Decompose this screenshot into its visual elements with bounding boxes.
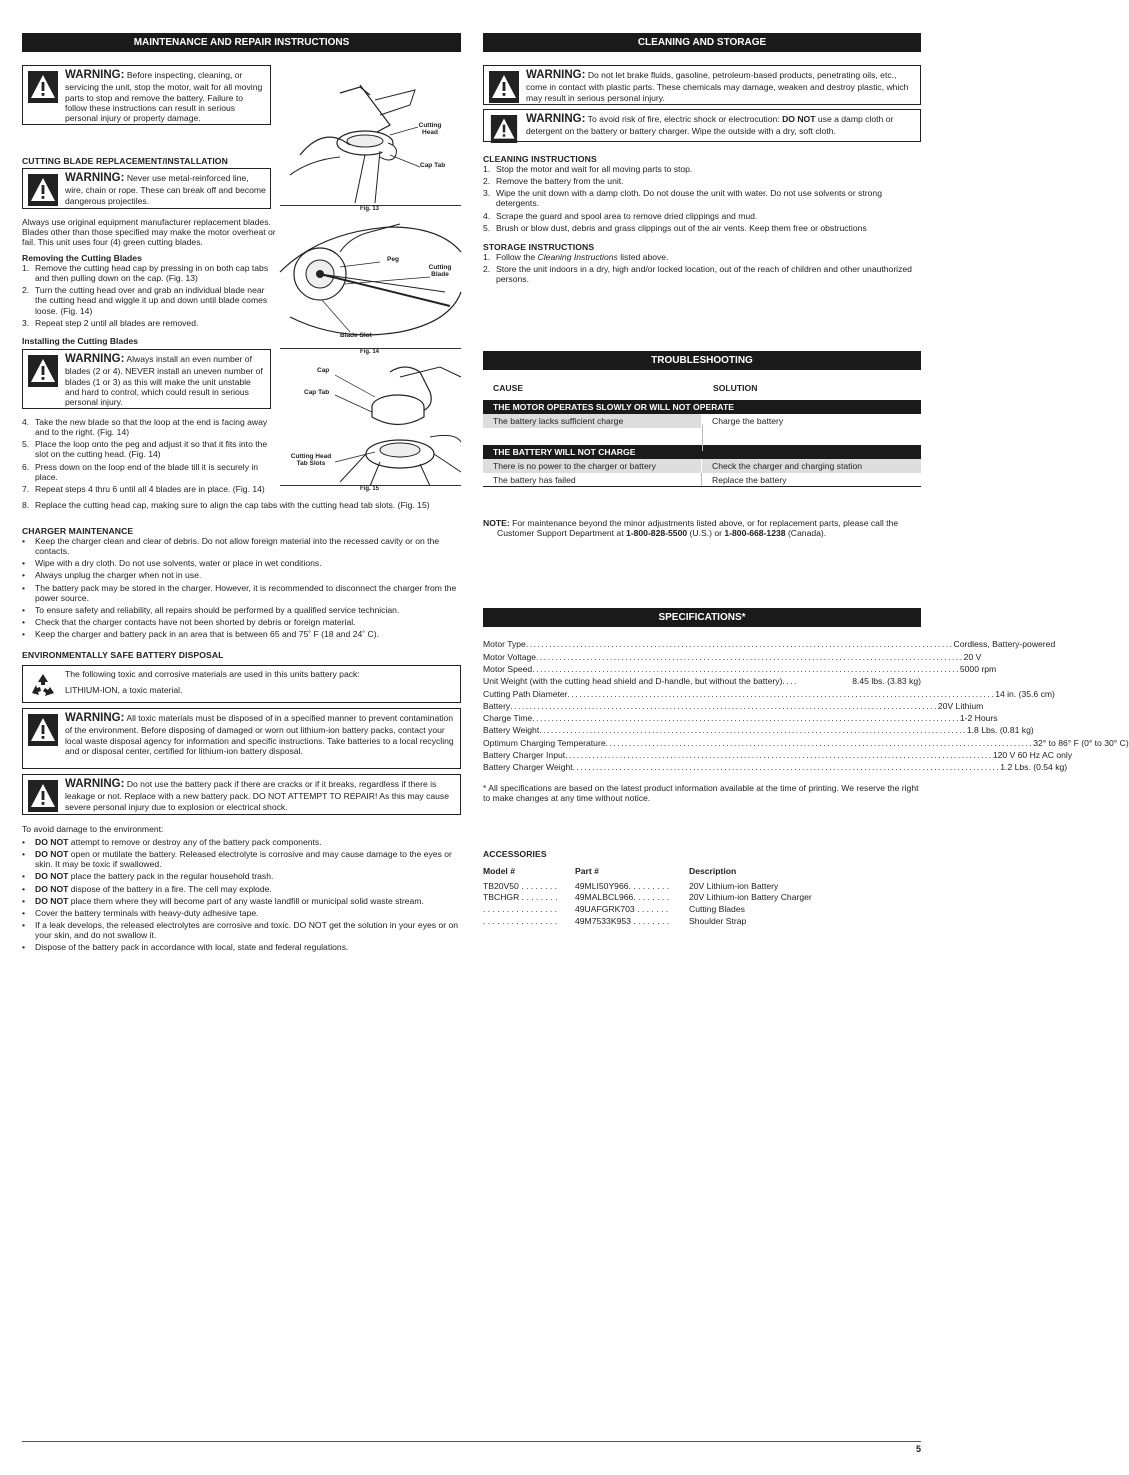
list-item: 4. Scrape the guard and spool area to remove dried clippings and mud. bbox=[483, 210, 758, 221]
footer-rule bbox=[22, 1441, 921, 1442]
spec-row: Charge Time .............................................................................................................. 1-2 Hours bbox=[483, 713, 998, 724]
warning-text: Do not use the battery pack if there are cracks or if it breaks, regardless if there is leakage or not. Replace with a new battery pack. DO NOT ATTEMPT TO REPAIR! As this may cause severe personal injury due to explosion or electrical shock. bbox=[65, 779, 450, 812]
recycle-line-2: LITHIUM-ION, a toxic material. bbox=[65, 685, 183, 696]
accessories-table bbox=[483, 864, 921, 927]
accessory-row: TBCHGR . . . . . . . . 49MALBCL966. . . . . . . . 20V Lithium-ion Battery Charger bbox=[483, 892, 812, 903]
warning-icon bbox=[26, 172, 60, 205]
list-item: • Wipe with a dry cloth. Do not use solvents, water or place in wet conditions. bbox=[22, 558, 322, 569]
removing-list bbox=[22, 261, 274, 330]
list-item: • Keep the charger and battery pack in an area that is between 65 and 75˚ F (18 and 24˚ C). bbox=[22, 629, 379, 640]
list-item: • If a leak develops, the released electrolytes are corrosive and toxic. DO NOT get the solution in your eyes or on your skin, and do not swallow it. bbox=[22, 919, 459, 941]
warning-box-inspect bbox=[22, 65, 271, 125]
warning-icon bbox=[26, 712, 60, 765]
spec-row: Motor Voltage .............................................................................................................. 20 V bbox=[483, 651, 982, 662]
disposal-title: ENVIRONMENTALLY SAFE BATTERY DISPOSAL bbox=[22, 650, 224, 660]
list-item: • DO NOT open or mutilate the battery. Released electrolyte is corrosive and may cause damage to the eyes or skin. It may be toxic if swallowed. bbox=[22, 849, 452, 870]
list-item: 1. Follow the Cleaning Instructions listed above. bbox=[483, 252, 669, 262]
warning-text: Never use metal-reinforced line, wire, chain or rope. These can break off and become dangerous projectiles. bbox=[65, 173, 266, 206]
warning-box-toxic bbox=[22, 708, 461, 769]
charger-title: CHARGER MAINTENANCE bbox=[22, 526, 134, 536]
label-cap-tab: Cap Tab bbox=[420, 162, 446, 169]
spec-row: Motor Type .............................................................................................................. Cordless, Battery-powered bbox=[483, 639, 1056, 650]
list-item: • Dispose of the battery pack in accordance with local, state and federal regulations. bbox=[22, 942, 349, 953]
warning-label: WARNING: bbox=[65, 712, 125, 724]
label-blade-slot: Blade Slot bbox=[340, 332, 372, 339]
warning-icon bbox=[26, 353, 60, 405]
solution-cell: Replace the battery bbox=[712, 475, 787, 485]
figure-13 bbox=[280, 85, 461, 212]
list-item: • DO NOT place them where they will become part of any waste landfill or municipal solid waste stream. bbox=[22, 895, 424, 906]
warning-icon bbox=[26, 69, 60, 121]
warning-label: WARNING: bbox=[526, 113, 586, 125]
list-item: 6. Press down on the loop end of the blade till it is securely in place. bbox=[22, 461, 259, 482]
accessories-title: ACCESSORIES bbox=[483, 849, 547, 859]
label-tab-slots: Cutting Head Tab Slots bbox=[290, 453, 332, 467]
cause-cell: The battery lacks sufficient charge bbox=[483, 414, 702, 428]
warning-box-cracked-battery bbox=[22, 774, 461, 815]
col-solution: SOLUTION bbox=[713, 383, 758, 393]
cause-cell: The battery has failed bbox=[483, 473, 702, 486]
spec-row: Cutting Path Diameter .............................................................................................................. 14 in. (35.6 cm) bbox=[483, 688, 1055, 699]
list-item: • To ensure safety and reliability, all repairs should be performed by a qualified service technician. bbox=[22, 604, 400, 615]
recycle-info-box bbox=[22, 665, 461, 703]
spec-row: Battery Charger Weight .............................................................................................................. 1.2 Lbs. (0.54 kg) bbox=[483, 762, 1068, 773]
warning-icon bbox=[26, 778, 60, 811]
list-item: 4. Take the new blade so that the loop at the end is facing away and to the right. (Fig. 14) bbox=[22, 417, 268, 438]
label-cutting-head: Cutting Head bbox=[418, 122, 442, 136]
cleaning-list bbox=[483, 162, 921, 235]
troubleshooting-table bbox=[483, 379, 921, 487]
label-cap-tab: Cap Tab bbox=[304, 389, 330, 396]
list-item: 3. Wipe the unit down with a damp cloth. Do not douse the unit with water. Do not use solvents or strong detergents. bbox=[483, 188, 882, 209]
warning-text: Always install an even number of blades (2 or 4). NEVER install an uneven number of blades (1 or 3) as this will make the unit unstable and hard to control, which could result in serious personal injury. bbox=[65, 354, 263, 407]
specifications-list bbox=[483, 637, 1129, 775]
warning-box-metal-line bbox=[22, 168, 271, 209]
cleaning-title: CLEANING INSTRUCTIONS bbox=[483, 154, 597, 164]
env-list bbox=[22, 835, 460, 954]
fig15-caption: Fig. 15 bbox=[359, 485, 379, 492]
list-item: 3. Repeat step 2 until all blades are removed. bbox=[22, 317, 199, 328]
installing-title: Installing the Cutting Blades bbox=[22, 336, 139, 346]
spec-row: Motor Speed .............................................................................................................. 5000 rpm bbox=[483, 663, 997, 674]
charger-list bbox=[22, 534, 460, 641]
recycle-icon bbox=[26, 669, 60, 699]
accessories-header-row: Model # Part # Description bbox=[483, 865, 737, 876]
list-item: • DO NOT attempt to remove or destroy any of the battery pack components. bbox=[22, 837, 322, 847]
solution-cell: Check the charger and charging station bbox=[712, 461, 863, 471]
spec-row: Battery Weight .............................................................................................................. 1.8 Lbs. (0.81 kg) bbox=[483, 725, 1034, 736]
warning-label: WARNING: bbox=[65, 172, 125, 184]
env-intro: To avoid damage to the environment: bbox=[22, 824, 164, 834]
list-item: • Check that the charger contacts have not been shorted by debris or foreign material. bbox=[22, 616, 356, 627]
left-column bbox=[22, 33, 461, 1232]
warning-text: All toxic materials must be disposed of in a specified manner to prevent contamination of the environment. Before disposing of damaged or worn out lithium-ion battery packs, contact your local waste disposal agency for information and specific instructions. Take batteries to a local recycling and or disposal center, certified for lithium-ion battery disposal. bbox=[65, 713, 454, 756]
list-item: • DO NOT place the battery pack in the regular household trash. bbox=[22, 871, 274, 882]
warning-box-even-blades bbox=[22, 349, 271, 409]
fig14-caption: Fig. 14 bbox=[359, 348, 379, 355]
spec-note: * All specifications are based on the latest product information available at the time of printing. We reserve the right to make changes at any time without notice. bbox=[483, 783, 919, 804]
list-item: • Keep the charger clean and clear of debris. Do not allow foreign material into the recessed cavity or on the contacts. bbox=[22, 536, 440, 557]
list-item: 5. Place the loop onto the peg and adjust it so that it fits into the slot on the cutting head. (Fig. 14) bbox=[22, 439, 268, 460]
list-item: 2. Remove the battery from the unit. bbox=[483, 176, 624, 187]
trimmer-head-illustration bbox=[280, 85, 461, 206]
warning-label: WARNING: bbox=[65, 69, 125, 81]
figure-15 bbox=[280, 362, 461, 492]
accessory-row: . . . . . . . . . . . . . . . . 49UAFGRK703 . . . . . . . Cutting Blades bbox=[483, 903, 745, 914]
list-item: 1. Remove the cutting head cap by pressing in on both cap tabs and then pulling down on the cap. (Fig. 13) bbox=[22, 263, 269, 284]
list-item: 8. Replace the cutting head cap, making sure to align the cap tabs with the cutting head tab slots. (Fig. 15) bbox=[22, 500, 430, 510]
warning-label: WARNING: bbox=[65, 778, 125, 790]
blade-install-illustration bbox=[280, 222, 461, 349]
list-item: • The battery pack may be stored in the charger. However, it is recommended to disconnect the charger from the power source. bbox=[22, 582, 457, 603]
support-note: NOTE: For maintenance beyond the minor adjustments listed above, or for replacement parts, please call the Customer Support Department at 1-800-828-5500 (U.S.) or 1-800-668-1238 (Canada). bbox=[483, 518, 899, 539]
label-cap: Cap bbox=[317, 367, 330, 374]
group-battery: THE BATTERY WILL NOT CHARGE bbox=[483, 445, 921, 459]
solution-cell: Charge the battery bbox=[712, 416, 784, 426]
troubleshooting-header: TROUBLESHOOTING bbox=[483, 351, 921, 370]
warning-box-fire: WARNING: To avoid risk of fire, electric shock or electrocution: DO NOT use a damp cloth or detergent on the battery or battery charger. Wipe the outside with a dry, soft cloth. bbox=[483, 109, 921, 142]
spec-row: Unit Weight (with the cutting head shield and D-handle, but without the battery) .... 8.45 lbs. (3.83 kg) bbox=[483, 676, 921, 687]
cause-cell: There is no power to the charger or battery bbox=[483, 459, 702, 473]
list-item: • Always unplug the charger when not in use. bbox=[22, 570, 202, 581]
label-peg: Peg bbox=[387, 256, 399, 263]
spec-row: Battery Charger Input .............................................................................................................. 120 V 60 Hz AC only bbox=[483, 750, 1073, 761]
storage-title: STORAGE INSTRUCTIONS bbox=[483, 242, 595, 252]
warning-icon bbox=[487, 113, 521, 138]
warning-label: WARNING: bbox=[65, 353, 125, 365]
storage-list bbox=[483, 250, 921, 286]
warning-box-chemicals bbox=[483, 65, 921, 105]
warning-text: Do not let brake fluids, gasoline, petroleum-based products, penetrating oils, etc., come in contact with plastic parts. These chemicals may damage, weaken and destroy plastic, which may result in serious personal injury. bbox=[526, 70, 909, 103]
warning-text: Before inspecting, cleaning, or servicing the unit, stop the motor, wait for all moving parts to stop and remove the battery. Failure to follow these instructions can result in serious personal injury or property damage. bbox=[65, 70, 263, 123]
cleaning-header: CLEANING AND STORAGE bbox=[483, 33, 921, 52]
figure-14 bbox=[280, 222, 461, 355]
warning-icon bbox=[487, 69, 521, 101]
list-item: • Cover the battery terminals with heavy-duty adhesive tape. bbox=[22, 907, 259, 918]
list-item: 2. Store the unit indoors in a dry, high and/or locked location, out of the reach of children and other unauthorized persons. bbox=[483, 264, 912, 285]
blade-section-title: CUTTING BLADE REPLACEMENT/INSTALLATION bbox=[22, 156, 228, 166]
accessory-row: TB20V50 . . . . . . . . 49MLI50Y966. . . . . . . . . 20V Lithium-ion Battery bbox=[483, 880, 779, 891]
spec-row: Battery .............................................................................................................. 20V Lithium bbox=[483, 700, 984, 711]
group-motor: THE MOTOR OPERATES SLOWLY OR WILL NOT OPERATE bbox=[483, 400, 921, 414]
recycle-line-1: The following toxic and corrosive materials are used in this units battery pack: bbox=[65, 669, 360, 679]
label-cutting-blade: Cutting Blade bbox=[428, 264, 452, 278]
accessory-row: . . . . . . . . . . . . . . . . 49M7533K953 . . . . . . . . Shoulder Strap bbox=[483, 915, 747, 926]
specifications-header: SPECIFICATIONS* bbox=[483, 608, 921, 627]
blade-paragraph: Always use original equipment manufacturer replacement blades. Blades other than those specified may make the motor overheat or fail. This unit uses four (4) green cutting blades. bbox=[22, 217, 276, 248]
right-column bbox=[483, 33, 1129, 1152]
page-number: 5 bbox=[915, 1444, 921, 1454]
installing-list-wide bbox=[22, 498, 460, 512]
list-item: • DO NOT dispose of the battery in a fire. The cell may explode. bbox=[22, 883, 272, 894]
removing-title: Removing the Cutting Blades bbox=[22, 253, 142, 263]
list-item: 1. Stop the motor and wait for all moving parts to stop. bbox=[483, 164, 693, 174]
list-item: 2. Turn the cutting head over and grab an individual blade near the cutting head and wiggle it up and down until blade comes loose. (Fig. 14) bbox=[22, 285, 268, 316]
maintenance-header: MAINTENANCE AND REPAIR INSTRUCTIONS bbox=[22, 33, 461, 52]
col-cause: CAUSE bbox=[493, 383, 524, 393]
list-item: 7. Repeat steps 4 thru 6 until all 4 blades are in place. (Fig. 14) bbox=[22, 483, 265, 494]
spec-row: Optimum Charging Temperature .............................................................................................................. 32° to 86° F (0° to 30° C) bbox=[483, 737, 1129, 748]
fig13-caption: Fig. 13 bbox=[359, 205, 379, 212]
warning-label: WARNING: bbox=[526, 69, 586, 81]
installing-list bbox=[22, 415, 280, 496]
list-item: 5. Brush or blow dust, debris and grass clippings out of the air vents. Keep them free or obstructions bbox=[483, 222, 867, 233]
